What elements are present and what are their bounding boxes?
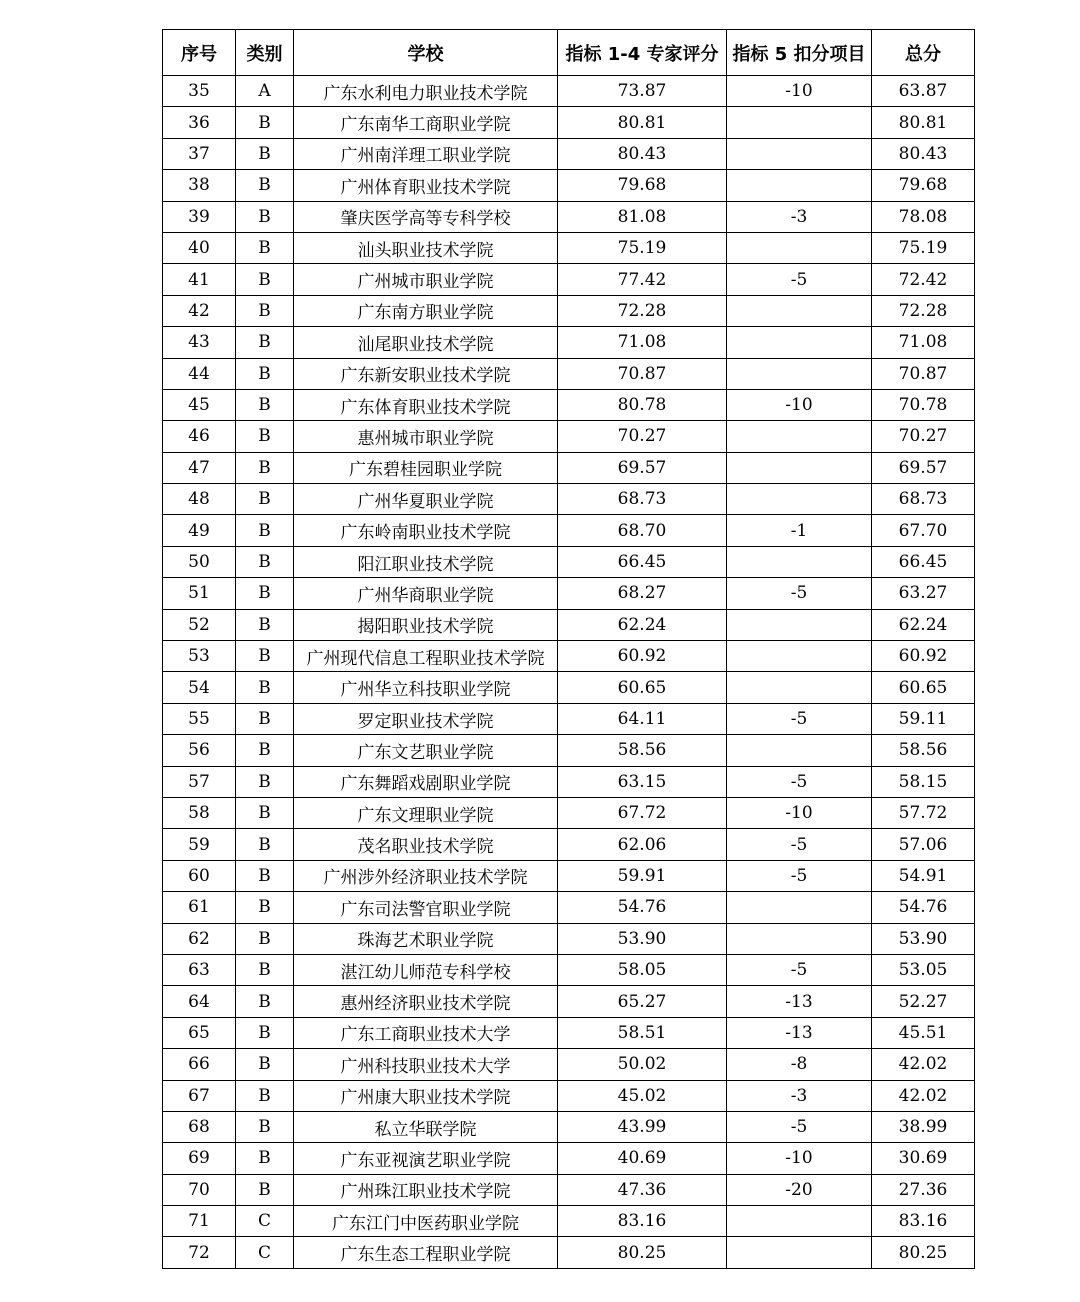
table-row <box>163 358 975 389</box>
table-row <box>163 1111 975 1142</box>
cell-category: B <box>236 138 294 169</box>
cell-no: 63 <box>163 954 236 985</box>
cell-total: 72.42 <box>872 264 975 295</box>
cell-total: 54.91 <box>872 860 975 891</box>
cell-total: 54.76 <box>872 892 975 923</box>
cell-no: 48 <box>163 484 236 515</box>
cell-no: 42 <box>163 295 236 326</box>
cell-no: 61 <box>163 892 236 923</box>
cell-no: 65 <box>163 1017 236 1048</box>
cell-school: 惠州经济职业技术学院 <box>294 986 558 1017</box>
table-row <box>163 703 975 734</box>
cell-deduction: -5 <box>727 860 872 891</box>
cell-deduction <box>727 232 872 263</box>
header-expert-score: 指标 1-4 专家评分 <box>558 30 727 76</box>
cell-category: B <box>236 421 294 452</box>
cell-category: B <box>236 672 294 703</box>
cell-expert-score: 80.78 <box>558 389 727 420</box>
cell-deduction <box>727 138 872 169</box>
cell-deduction <box>727 923 872 954</box>
cell-expert-score: 80.43 <box>558 138 727 169</box>
cell-no: 70 <box>163 1174 236 1205</box>
cell-deduction: -13 <box>727 986 872 1017</box>
cell-total: 63.27 <box>872 578 975 609</box>
cell-deduction: -10 <box>727 797 872 828</box>
cell-deduction: -5 <box>727 829 872 860</box>
cell-school: 私立华联学院 <box>294 1111 558 1142</box>
table-row <box>163 797 975 828</box>
cell-expert-score: 40.69 <box>558 1143 727 1174</box>
table-row <box>163 1049 975 1080</box>
cell-school: 广州华立科技职业学院 <box>294 672 558 703</box>
cell-deduction <box>727 170 872 201</box>
cell-expert-score: 62.24 <box>558 609 727 640</box>
cell-school: 茂名职业技术学院 <box>294 829 558 860</box>
table-row <box>163 986 975 1017</box>
cell-expert-score: 83.16 <box>558 1206 727 1237</box>
cell-category: B <box>236 546 294 577</box>
cell-expert-score: 59.91 <box>558 860 727 891</box>
cell-category: B <box>236 515 294 546</box>
cell-total: 38.99 <box>872 1111 975 1142</box>
cell-category: B <box>236 735 294 766</box>
cell-total: 72.28 <box>872 295 975 326</box>
cell-school: 广州体育职业技术学院 <box>294 170 558 201</box>
cell-total: 60.92 <box>872 641 975 672</box>
cell-total: 59.11 <box>872 703 975 734</box>
cell-total: 53.90 <box>872 923 975 954</box>
cell-expert-score: 71.08 <box>558 327 727 358</box>
table-row <box>163 515 975 546</box>
header-category: 类别 <box>236 30 294 76</box>
cell-expert-score: 47.36 <box>558 1174 727 1205</box>
table-row <box>163 76 975 107</box>
cell-school: 广东体育职业技术学院 <box>294 389 558 420</box>
cell-no: 49 <box>163 515 236 546</box>
cell-no: 43 <box>163 327 236 358</box>
cell-no: 51 <box>163 578 236 609</box>
cell-no: 67 <box>163 1080 236 1111</box>
cell-no: 35 <box>163 76 236 107</box>
cell-category: B <box>236 703 294 734</box>
cell-expert-score: 81.08 <box>558 201 727 232</box>
cell-expert-score: 72.28 <box>558 295 727 326</box>
cell-school: 广州华商职业学院 <box>294 578 558 609</box>
table-row <box>163 295 975 326</box>
cell-no: 66 <box>163 1049 236 1080</box>
cell-no: 57 <box>163 766 236 797</box>
cell-school: 汕头职业技术学院 <box>294 232 558 263</box>
cell-total: 75.19 <box>872 232 975 263</box>
cell-school: 广东新安职业技术学院 <box>294 358 558 389</box>
cell-category: B <box>236 452 294 483</box>
cell-school: 广东南方职业学院 <box>294 295 558 326</box>
cell-deduction: -3 <box>727 1080 872 1111</box>
cell-total: 27.36 <box>872 1174 975 1205</box>
table-row <box>163 1206 975 1237</box>
cell-category: B <box>236 829 294 860</box>
cell-school: 广东生态工程职业学院 <box>294 1237 558 1268</box>
cell-total: 62.24 <box>872 609 975 640</box>
table-row <box>163 672 975 703</box>
cell-expert-score: 73.87 <box>558 76 727 107</box>
table-row <box>163 609 975 640</box>
cell-total: 69.57 <box>872 452 975 483</box>
cell-deduction <box>727 295 872 326</box>
cell-expert-score: 75.19 <box>558 232 727 263</box>
cell-total: 60.65 <box>872 672 975 703</box>
cell-school: 广东亚视演艺职业学院 <box>294 1143 558 1174</box>
cell-school: 揭阳职业技术学院 <box>294 609 558 640</box>
cell-school: 广州涉外经济职业技术学院 <box>294 860 558 891</box>
cell-no: 37 <box>163 138 236 169</box>
cell-category: B <box>236 1049 294 1080</box>
table-row <box>163 1174 975 1205</box>
cell-deduction: -5 <box>727 766 872 797</box>
cell-total: 63.87 <box>872 76 975 107</box>
cell-category: B <box>236 1174 294 1205</box>
table-row <box>163 1143 975 1174</box>
cell-school: 广州现代信息工程职业技术学院 <box>294 641 558 672</box>
table-row <box>163 892 975 923</box>
cell-expert-score: 68.70 <box>558 515 727 546</box>
cell-school: 肇庆医学高等专科学校 <box>294 201 558 232</box>
score-table <box>162 29 975 1269</box>
cell-total: 67.70 <box>872 515 975 546</box>
cell-total: 70.27 <box>872 421 975 452</box>
cell-deduction <box>727 735 872 766</box>
cell-total: 66.45 <box>872 546 975 577</box>
cell-expert-score: 80.81 <box>558 107 727 138</box>
cell-no: 72 <box>163 1237 236 1268</box>
table-row <box>163 201 975 232</box>
cell-deduction <box>727 358 872 389</box>
cell-category: B <box>236 860 294 891</box>
header-no: 序号 <box>163 30 236 76</box>
cell-deduction <box>727 641 872 672</box>
cell-total: 58.56 <box>872 735 975 766</box>
cell-school: 广东江门中医药职业学院 <box>294 1206 558 1237</box>
cell-no: 45 <box>163 389 236 420</box>
cell-school: 惠州城市职业学院 <box>294 421 558 452</box>
table-body <box>163 76 975 1269</box>
cell-no: 36 <box>163 107 236 138</box>
cell-deduction <box>727 452 872 483</box>
cell-no: 50 <box>163 546 236 577</box>
cell-deduction: -10 <box>727 1143 872 1174</box>
cell-no: 64 <box>163 986 236 1017</box>
table-row <box>163 829 975 860</box>
cell-category: B <box>236 797 294 828</box>
header-row <box>163 30 975 76</box>
table-row <box>163 735 975 766</box>
cell-no: 56 <box>163 735 236 766</box>
cell-category: B <box>236 986 294 1017</box>
cell-deduction <box>727 546 872 577</box>
cell-category: B <box>236 923 294 954</box>
cell-deduction <box>727 421 872 452</box>
table-header <box>163 30 975 76</box>
cell-expert-score: 77.42 <box>558 264 727 295</box>
cell-no: 47 <box>163 452 236 483</box>
cell-no: 46 <box>163 421 236 452</box>
table-row <box>163 954 975 985</box>
cell-expert-score: 68.73 <box>558 484 727 515</box>
table-row <box>163 389 975 420</box>
header-school: 学校 <box>294 30 558 76</box>
cell-deduction: -10 <box>727 389 872 420</box>
cell-expert-score: 66.45 <box>558 546 727 577</box>
cell-expert-score: 53.90 <box>558 923 727 954</box>
cell-category: B <box>236 1080 294 1111</box>
cell-total: 30.69 <box>872 1143 975 1174</box>
cell-deduction: -1 <box>727 515 872 546</box>
table-row <box>163 170 975 201</box>
cell-expert-score: 63.15 <box>558 766 727 797</box>
cell-category: B <box>236 107 294 138</box>
table-row <box>163 421 975 452</box>
cell-expert-score: 54.76 <box>558 892 727 923</box>
cell-no: 58 <box>163 797 236 828</box>
table-row <box>163 327 975 358</box>
cell-total: 58.15 <box>872 766 975 797</box>
cell-total: 45.51 <box>872 1017 975 1048</box>
cell-category: B <box>236 954 294 985</box>
cell-school: 广州南洋理工职业学院 <box>294 138 558 169</box>
cell-deduction <box>727 892 872 923</box>
cell-total: 71.08 <box>872 327 975 358</box>
cell-deduction <box>727 609 872 640</box>
table-row <box>163 138 975 169</box>
cell-no: 53 <box>163 641 236 672</box>
cell-category: B <box>236 1143 294 1174</box>
table-row <box>163 546 975 577</box>
cell-expert-score: 50.02 <box>558 1049 727 1080</box>
cell-total: 78.08 <box>872 201 975 232</box>
cell-expert-score: 45.02 <box>558 1080 727 1111</box>
cell-deduction: -5 <box>727 264 872 295</box>
table-row <box>163 1080 975 1111</box>
cell-category: B <box>236 232 294 263</box>
cell-no: 60 <box>163 860 236 891</box>
cell-no: 68 <box>163 1111 236 1142</box>
cell-no: 39 <box>163 201 236 232</box>
table-row <box>163 766 975 797</box>
cell-deduction <box>727 672 872 703</box>
table-row <box>163 860 975 891</box>
cell-school: 广州城市职业学院 <box>294 264 558 295</box>
cell-deduction: -5 <box>727 954 872 985</box>
cell-total: 80.43 <box>872 138 975 169</box>
cell-category: B <box>236 766 294 797</box>
cell-school: 广东水利电力职业技术学院 <box>294 76 558 107</box>
cell-total: 42.02 <box>872 1049 975 1080</box>
cell-category: B <box>236 641 294 672</box>
cell-expert-score: 68.27 <box>558 578 727 609</box>
cell-expert-score: 64.11 <box>558 703 727 734</box>
cell-expert-score: 70.87 <box>558 358 727 389</box>
cell-school: 广州科技职业技术大学 <box>294 1049 558 1080</box>
cell-category: B <box>236 1111 294 1142</box>
cell-expert-score: 79.68 <box>558 170 727 201</box>
cell-category: C <box>236 1237 294 1268</box>
cell-category: B <box>236 389 294 420</box>
cell-expert-score: 62.06 <box>558 829 727 860</box>
cell-expert-score: 60.65 <box>558 672 727 703</box>
table-row <box>163 641 975 672</box>
cell-no: 41 <box>163 264 236 295</box>
cell-expert-score: 69.57 <box>558 452 727 483</box>
cell-total: 42.02 <box>872 1080 975 1111</box>
cell-total: 80.81 <box>872 107 975 138</box>
cell-no: 38 <box>163 170 236 201</box>
cell-school: 广东文艺职业学院 <box>294 735 558 766</box>
cell-no: 40 <box>163 232 236 263</box>
cell-category: A <box>236 76 294 107</box>
cell-school: 广东司法警官职业学院 <box>294 892 558 923</box>
table-row <box>163 107 975 138</box>
cell-deduction: -13 <box>727 1017 872 1048</box>
cell-total: 68.73 <box>872 484 975 515</box>
table-row <box>163 452 975 483</box>
cell-no: 69 <box>163 1143 236 1174</box>
cell-category: B <box>236 201 294 232</box>
cell-expert-score: 58.51 <box>558 1017 727 1048</box>
cell-no: 44 <box>163 358 236 389</box>
cell-school: 阳江职业技术学院 <box>294 546 558 577</box>
cell-expert-score: 67.72 <box>558 797 727 828</box>
cell-expert-score: 58.05 <box>558 954 727 985</box>
cell-deduction: -20 <box>727 1174 872 1205</box>
table-row <box>163 232 975 263</box>
table-row <box>163 578 975 609</box>
cell-category: B <box>236 1017 294 1048</box>
cell-no: 71 <box>163 1206 236 1237</box>
cell-total: 83.16 <box>872 1206 975 1237</box>
cell-school: 广州华夏职业学院 <box>294 484 558 515</box>
cell-deduction <box>727 1237 872 1268</box>
cell-category: B <box>236 327 294 358</box>
cell-total: 79.68 <box>872 170 975 201</box>
header-deduction: 指标 5 扣分项目 <box>727 30 872 76</box>
cell-expert-score: 80.25 <box>558 1237 727 1268</box>
cell-category: B <box>236 295 294 326</box>
cell-expert-score: 60.92 <box>558 641 727 672</box>
cell-school: 汕尾职业技术学院 <box>294 327 558 358</box>
cell-category: B <box>236 484 294 515</box>
cell-school: 罗定职业技术学院 <box>294 703 558 734</box>
table-row <box>163 1017 975 1048</box>
cell-category: C <box>236 1206 294 1237</box>
cell-expert-score: 70.27 <box>558 421 727 452</box>
table-row <box>163 484 975 515</box>
cell-total: 80.25 <box>872 1237 975 1268</box>
cell-no: 52 <box>163 609 236 640</box>
cell-expert-score: 65.27 <box>558 986 727 1017</box>
cell-total: 52.27 <box>872 986 975 1017</box>
cell-deduction: -10 <box>727 76 872 107</box>
cell-deduction <box>727 1206 872 1237</box>
cell-no: 54 <box>163 672 236 703</box>
cell-deduction <box>727 107 872 138</box>
cell-category: B <box>236 358 294 389</box>
cell-school: 广东碧桂园职业学院 <box>294 452 558 483</box>
cell-school: 广东工商职业技术大学 <box>294 1017 558 1048</box>
cell-school: 珠海艺术职业学院 <box>294 923 558 954</box>
cell-deduction <box>727 484 872 515</box>
cell-category: B <box>236 578 294 609</box>
cell-total: 57.06 <box>872 829 975 860</box>
cell-category: B <box>236 170 294 201</box>
cell-deduction <box>727 327 872 358</box>
cell-deduction: -5 <box>727 703 872 734</box>
cell-school: 湛江幼儿师范专科学校 <box>294 954 558 985</box>
table-row <box>163 264 975 295</box>
cell-school: 广州康大职业技术学院 <box>294 1080 558 1111</box>
cell-expert-score: 58.56 <box>558 735 727 766</box>
cell-school: 广东舞蹈戏剧职业学院 <box>294 766 558 797</box>
cell-expert-score: 43.99 <box>558 1111 727 1142</box>
cell-school: 广州珠江职业技术学院 <box>294 1174 558 1205</box>
table-row <box>163 923 975 954</box>
cell-total: 70.78 <box>872 389 975 420</box>
cell-deduction: -8 <box>727 1049 872 1080</box>
cell-deduction: -5 <box>727 578 872 609</box>
cell-no: 62 <box>163 923 236 954</box>
cell-school: 广东文理职业学院 <box>294 797 558 828</box>
cell-no: 55 <box>163 703 236 734</box>
cell-category: B <box>236 264 294 295</box>
table-row <box>163 1237 975 1268</box>
header-total: 总分 <box>872 30 975 76</box>
cell-total: 53.05 <box>872 954 975 985</box>
cell-total: 57.72 <box>872 797 975 828</box>
cell-school: 广东岭南职业技术学院 <box>294 515 558 546</box>
cell-deduction: -3 <box>727 201 872 232</box>
cell-total: 70.87 <box>872 358 975 389</box>
cell-no: 59 <box>163 829 236 860</box>
cell-school: 广东南华工商职业学院 <box>294 107 558 138</box>
cell-category: B <box>236 609 294 640</box>
cell-deduction: -5 <box>727 1111 872 1142</box>
cell-category: B <box>236 892 294 923</box>
